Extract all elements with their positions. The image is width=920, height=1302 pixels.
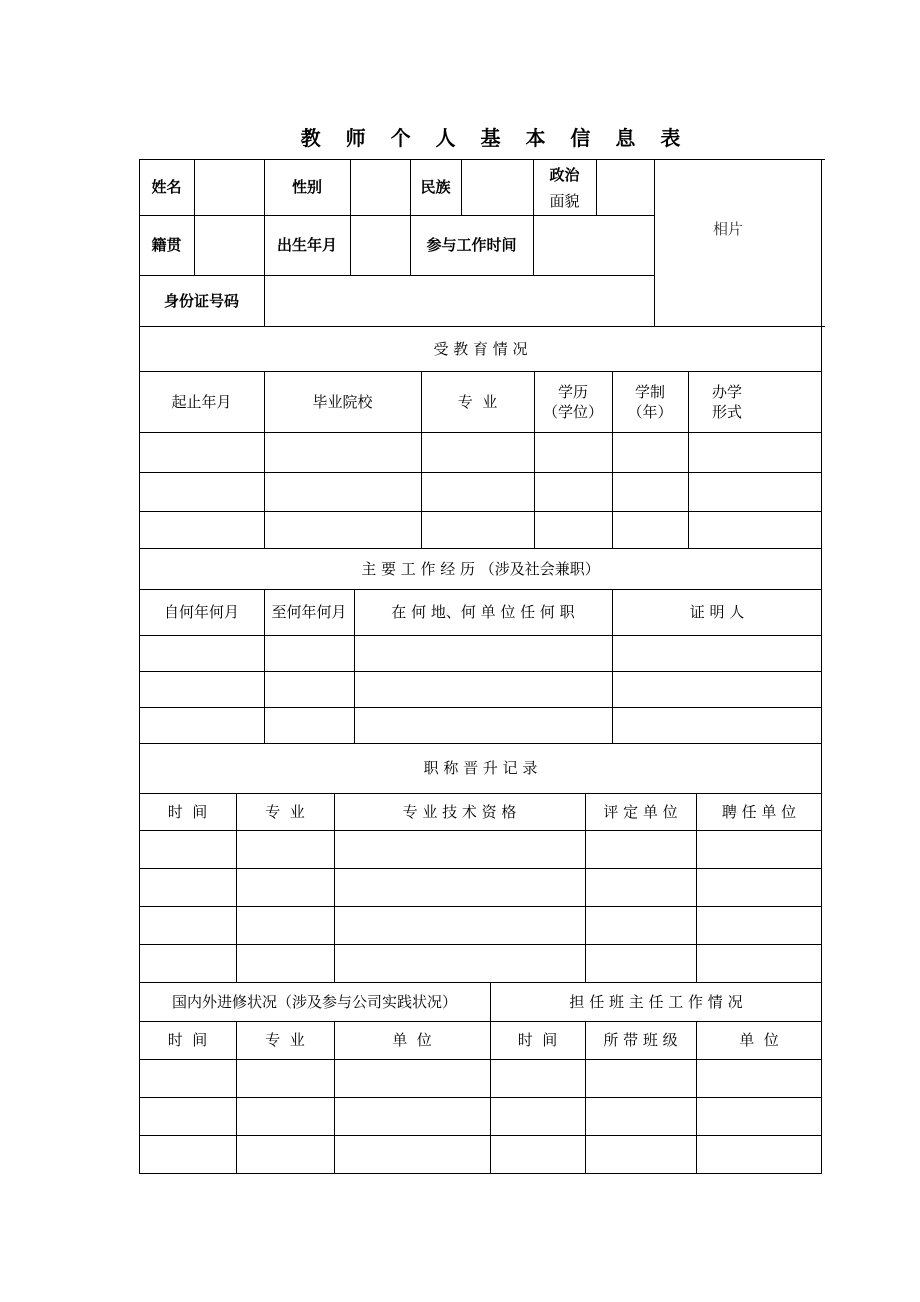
- label-gender: 性别: [291, 178, 322, 196]
- promo-col-qualification: 专 业 技 术 资 格: [402, 802, 517, 821]
- edu-col-degree: 学历 （学位）: [542, 382, 603, 421]
- label-political-line1: 政治: [549, 166, 580, 184]
- edu-col-duration: 学制 （年）: [627, 382, 673, 421]
- promo-col-time: 时 间: [167, 802, 208, 821]
- work-col-witness: 证 明 人: [689, 603, 745, 621]
- training-col-time: 时 间: [167, 1031, 208, 1049]
- edu-col-period: 起止年月: [171, 392, 232, 411]
- label-work-start: 参与工作时间: [426, 236, 517, 254]
- edu-col-school: 毕业院校: [312, 392, 373, 411]
- work-col-to: 至何年何月: [271, 603, 347, 621]
- work-col-from: 自何年何月: [163, 603, 239, 621]
- promo-col-evaluator: 评 定 单 位: [603, 802, 678, 821]
- label-native-place: 籍贯: [151, 236, 182, 254]
- form-title: 教 师 个 人 基 本 信 息 表: [300, 126, 690, 150]
- promo-col-employer: 聘 任 单 位: [721, 802, 797, 821]
- promotion-heading: 职 称 晋 升 记 录: [423, 759, 538, 777]
- head-teacher-col-class: 所 带 班 级: [603, 1031, 678, 1049]
- label-birth: 出生年月: [276, 236, 337, 254]
- education-heading: 受 教 育 情 况: [433, 339, 528, 358]
- label-id-number: 身份证号码: [163, 291, 239, 310]
- work-heading: 主 要 工 作 经 历 （涉及社会兼职）: [361, 559, 600, 578]
- training-col-major: 专 业: [265, 1031, 305, 1049]
- edu-col-major: 专 业: [457, 392, 498, 411]
- label-name: 姓名: [151, 178, 182, 196]
- label-ethnicity: 民族: [420, 178, 451, 196]
- edu-col-mode: 办学 形式: [712, 382, 743, 421]
- promo-col-major: 专 业: [265, 802, 305, 821]
- training-col-unit: 单 位: [392, 1031, 432, 1049]
- head-teacher-col-unit: 单 位: [739, 1031, 779, 1049]
- head-teacher-col-time: 时 间: [517, 1031, 558, 1049]
- head-teacher-heading: 担 任 班 主 任 工 作 情 况: [569, 992, 743, 1011]
- photo-placeholder: 相片: [712, 220, 743, 238]
- work-col-position: 在 何 地、何 单 位 任 何 职: [391, 603, 575, 621]
- label-political-line2: 面貌: [549, 192, 580, 210]
- training-heading: 国内外进修状况（涉及参与公司实践状况）: [171, 992, 457, 1011]
